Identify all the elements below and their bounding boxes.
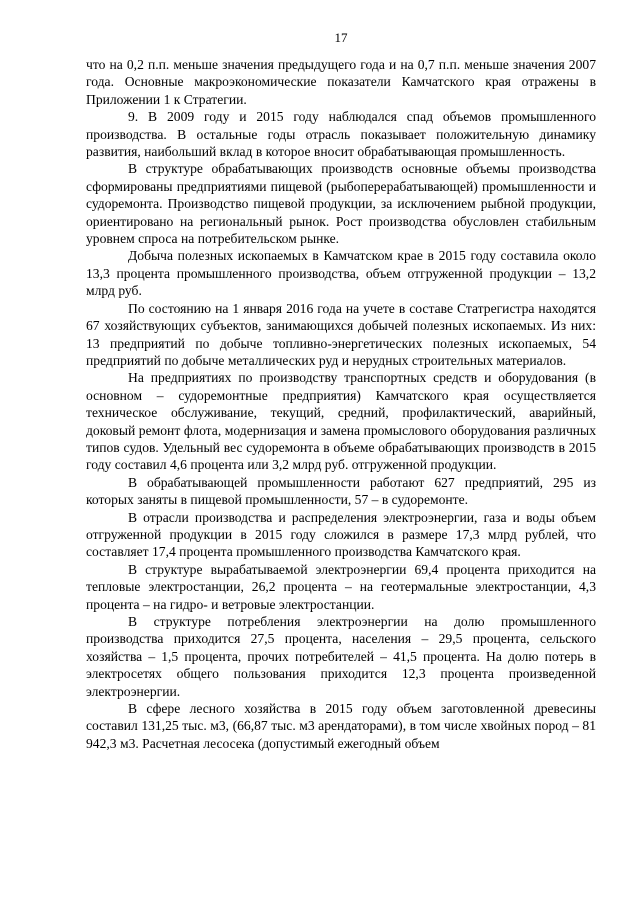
paragraph-industrial-decline: 9. В 2009 году и 2015 году наблюдался спад объемов промышленного производства. В остальные годы отрасль показывает положительную динамику развития, наибольший вклад в которое вносит обрабатывающая промышленность. bbox=[86, 109, 596, 160]
document-page bbox=[86, 30, 596, 752]
paragraph-energy-output: В отрасли производства и распределения электроэнергии, газа и воды объем отгруженной продукции в 2015 году сложился в размере 17,3 млрд рублей, что составляет 17,4 процента промышленного производства Камчатского края. bbox=[86, 509, 596, 560]
paragraph-mining: Добыча полезных ископаемых в Камчатском крае в 2015 году составила около 13,3 процента промышленного производства, объем отгруженной продукции – 13,2 млрд руб. bbox=[86, 248, 596, 299]
paragraph-manufacturing-structure: В структуре обрабатывающих производств основные объемы производства сформированы предприятиями пищевой (рыбоперерабатывающей) промышленности и судоремонта. Производство пищевой продукции, за исключением рыбной продукции, ориентировано на региональный рынок. Рост производства обусловлен стабильным уровнем спроса на потребительском рынке. bbox=[86, 161, 596, 247]
paragraph-statregister: По состоянию на 1 января 2016 года на учете в составе Статрегистра находятся 67 хозяйствующих субъектов, занимающихся добычей полезных ископаемых. Из них: 13 предприятий по добыче топливно-энергетических полезных ископаемых, 54 предприятий по добыче металлических руд и нерудных строительных материалов. bbox=[86, 300, 596, 368]
paragraph-ship-repair: На предприятиях по производству транспортных средств и оборудования (в основном – судоремонтные предприятия) Камчатского края осуществляется техническое обслуживание, текущий, средний, профилактический, аварийный, доковый ремонт флота, модернизация и замена промыслового оборудования различных типов судов. Удельный вес судоремонта в объеме обрабатывающих производств в 2015 году составил 4,6 процента или 3,2 млрд руб. отгруженной продукции. bbox=[86, 370, 596, 473]
paragraph-consumption-structure: В структуре потребления электроэнергии на долю промышленного производства приходится 27,5 процента, населения – 29,5 процента, сельского хозяйства – 1,5 процента, прочих потребителей – 41,5 процента. На долю потерь в электросетях общего пользования приходится 12,3 процента произведенной электроэнергии. bbox=[86, 614, 596, 699]
paragraph-continuation: что на 0,2 п.п. меньше значения предыдущего года и на 0,7 п.п. меньше значения 2007 года. Основные макроэкономические показатели Камчатского края отражены в Приложении 1 к Стратегии. bbox=[86, 57, 596, 107]
paragraph-generation-structure: В структуре вырабатываемой электроэнергии 69,4 процента приходится на тепловые электростанции, 26,2 процента – на геотермальные электростанции, 4,3 процента – на гидро- и ветровые электростанции. bbox=[86, 561, 596, 612]
page-number: 17 bbox=[334, 30, 348, 45]
paragraph-forestry: В сфере лесного хозяйства в 2015 году объем заготовленной древесины составил 131,25 тыс. м3, (66,87 тыс. м3 арендаторами), в том числе хвойных пород – 81 942,3 м3. Расчетная лесосека (допустимый ежегодный объем bbox=[86, 701, 596, 751]
paragraph-enterprises-count: В обрабатывающей промышленности работают 627 предприятий, 295 из которых заняты в пищевой промышленности, 57 – в судоремонте. bbox=[86, 474, 596, 508]
